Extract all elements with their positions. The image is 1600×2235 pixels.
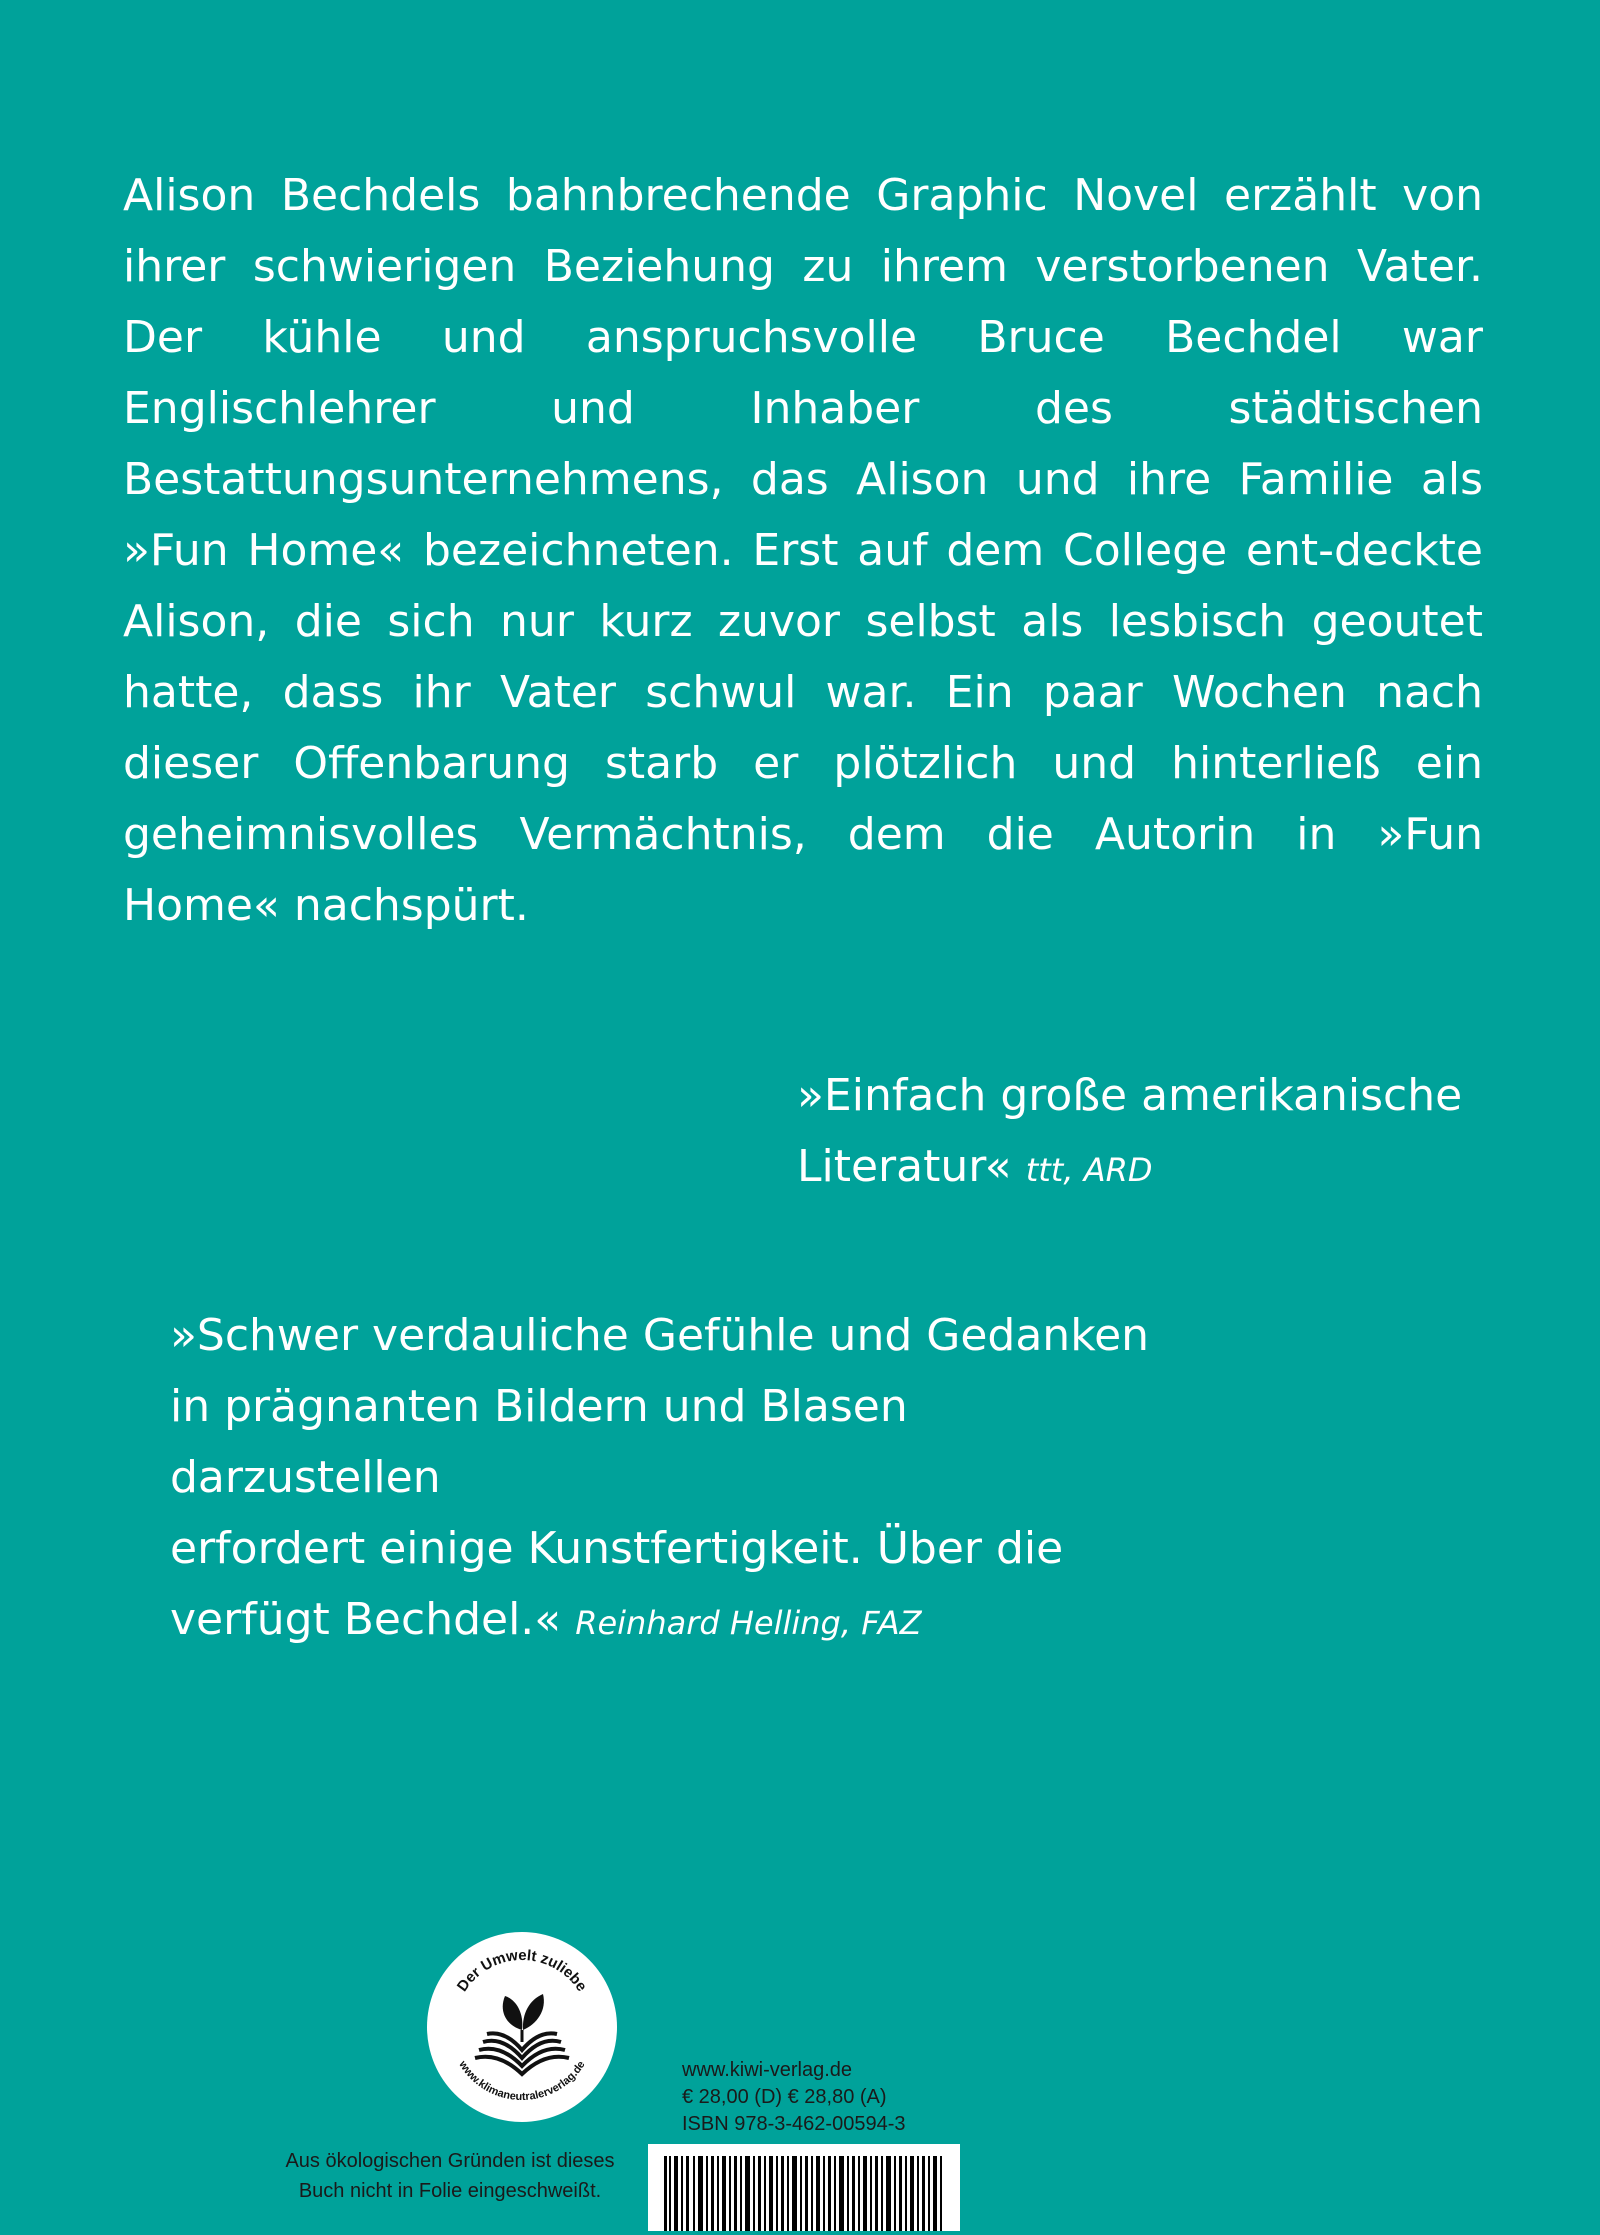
quote-line: »Schwer verdauliche Gefühle und Gedanken [170,1310,1150,1361]
blurb-line: Familie als »Fun Home« bezeichneten. Erst auf dem College ent- [123,454,1483,576]
blurb-line: hatte, dass ihr Vater schwul war. Ein paar Wochen nach dieser [123,667,1483,789]
quote-line: »Einfach große amerikanische [797,1070,1463,1121]
eco-note-line: Buch nicht in Folie eingeschweißt. [298,2180,602,2202]
quote-attribution: ttt, ARD [1025,1151,1153,1189]
price-line: € 28,00 (D) € 28,80 (A) [682,2086,887,2108]
blurb-line: Offenbarung starb er plötzlich und hinterließ ein geheimnisvolles [123,738,1483,860]
seal-bottom-text: www.klimaneutralerverlag.de [456,2058,588,2104]
quote-line: erfordert einige Kunstfertigkeit. Über die [170,1523,1064,1574]
eco-note-line: Aus ökologischen Gründen ist dieses [285,2150,615,2172]
blurb-line: Alison Bechdels bahnbrechende Graphic Novel erzählt von ihrer [123,170,1483,292]
barcode [648,2144,960,2231]
eco-seal-icon [425,1930,619,2124]
blurb-line: und anspruchsvolle Bruce Bechdel war Englischlehrer und Inhaber [123,312,1483,434]
blurb-line: deckte Alison, die sich nur kurz zuvor selbst als lesbisch geoutet [123,525,1483,647]
barcode-icon [648,2144,960,2231]
blurb-line: schwierigen Beziehung zu ihrem verstorbenen Vater. Der kühle [123,241,1483,363]
publisher-info [682,2057,1002,2138]
review-quote-faz [170,1300,1190,1659]
quote-line: Literatur« [797,1141,1012,1192]
blurb-line: Vermächtnis, dem die Autorin in »Fun Home« nachspürt. [123,809,1483,931]
seal-top-text: Der Umwelt zuliebe [453,1946,591,1995]
quote-line: verfügt Bechdel.« [170,1594,562,1645]
publisher-website: www.kiwi-verlag.de [682,2059,853,2081]
quote-attribution: Reinhard Helling, FAZ [575,1604,922,1642]
blurb-paragraph [123,160,1483,941]
quote-line: in prägnanten Bildern und Blasen darzustellen [170,1381,908,1503]
review-quote-ttt [797,1060,1497,1206]
isbn-line: ISBN 978-3-462-00594-3 [682,2113,906,2135]
eco-note [250,2146,650,2206]
blurb-line: des städtischen Bestattungsunternehmens, das Alison und ihre [123,383,1483,505]
